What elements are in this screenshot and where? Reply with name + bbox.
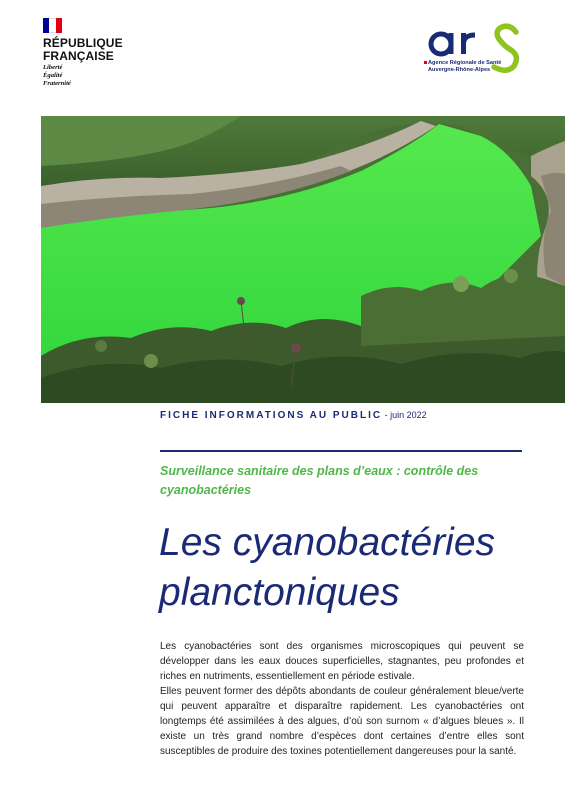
rf-motto-fraternite: Fraternité — [43, 80, 71, 87]
divider-line — [160, 450, 522, 452]
ars-caption — [424, 60, 501, 74]
rf-name-line2: FRANÇAISE — [43, 48, 114, 63]
flag-red — [56, 18, 62, 33]
fiche-title: FICHE INFORMATIONS AU PUBLIC — [160, 410, 383, 421]
rf-motto — [43, 64, 143, 88]
body-paragraph-2: Elles peuvent former des dépôts abondants de couleur généralement bleue/verte qui peuvent apparaître et disparaître rapidement. Les cyanobactéries ont longtemps été assimilées à des algues, d’où son surnom « d’algues bleues ». Il existe un très grand nombre d’espèces dont certaines d’entre elles sont susceptibles de produire des toxines potentiellement dangereuses pour la santé. — [160, 686, 524, 757]
hero-photo — [41, 116, 565, 403]
republique-francaise-logo — [43, 18, 143, 88]
ars-wordmark-icon — [424, 22, 524, 87]
page-title — [159, 518, 559, 618]
ars-caption-line1: Agence Régionale de Santé — [424, 60, 501, 67]
rf-name-line1: RÉPUBLIQUE — [43, 36, 123, 50]
lake-cyanobacteria-image — [41, 116, 565, 403]
page-title-line1: Les cyanobactéries — [159, 521, 496, 564]
fiche-date: - juin 2022 — [382, 410, 427, 420]
ars-logo — [424, 22, 524, 87]
rf-motto-egalite: Égalité — [43, 72, 63, 79]
ars-red-dot-icon — [424, 61, 427, 64]
french-flag-icon — [43, 18, 62, 33]
rf-motto-liberte: Liberté — [43, 64, 63, 71]
fiche-header — [160, 410, 427, 421]
page-title-line2: planctoniques — [159, 571, 400, 614]
ars-caption-line2: Auvergne-Rhône-Alpes — [428, 67, 491, 73]
subtitle: Surveillance sanitaire des plans d’eaux : contrôle des cyanobactéries — [160, 464, 479, 497]
body-paragraph-1: Les cyanobactéries sont des organismes microscopiques qui peuvent se développer dans les eaux douces superficielles, stagnantes, peu profondes et riches en nutriments, essentiellement en période estivale. — [160, 641, 524, 682]
body-text — [160, 639, 524, 759]
